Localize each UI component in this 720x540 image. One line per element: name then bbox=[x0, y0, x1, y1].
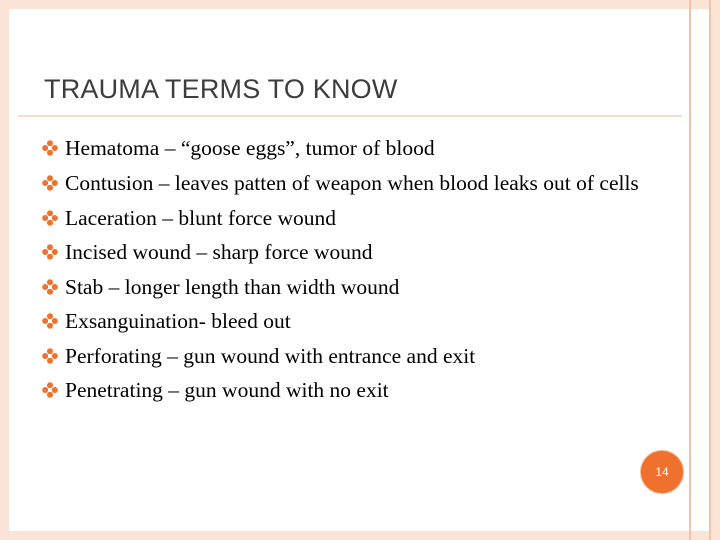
list-item-text: Exsanguination- bleed out bbox=[65, 309, 291, 333]
slide-title: TRAUMA TERMS TO KNOW bbox=[44, 74, 398, 104]
list-item-text: Contusion – leaves patten of weapon when blood leaks out of cells bbox=[65, 170, 639, 195]
list-item bbox=[42, 166, 642, 201]
flower-bullet-icon bbox=[42, 140, 58, 156]
flower-bullet-icon bbox=[42, 210, 58, 226]
list-item-text: Penetrating – gun wound with no exit bbox=[65, 378, 389, 402]
list-item bbox=[42, 270, 642, 305]
flower-bullet-icon bbox=[42, 175, 58, 191]
list-item-text: Stab – longer length than width wound bbox=[65, 274, 400, 299]
list-item bbox=[42, 304, 642, 339]
flower-bullet-icon bbox=[42, 244, 58, 260]
flower-bullet-icon bbox=[42, 382, 58, 398]
page-number-badge: 14 bbox=[641, 451, 683, 493]
list-item bbox=[42, 235, 642, 270]
list-item bbox=[42, 201, 642, 236]
list-item bbox=[42, 131, 642, 166]
list-item-text: Incised wound – sharp force wound bbox=[65, 240, 373, 264]
list-item-text: Perforating – gun wound with entrance and exit bbox=[65, 343, 476, 368]
list-item-text: Laceration – blunt force wound bbox=[65, 205, 337, 230]
bullet-list bbox=[42, 131, 642, 408]
list-item bbox=[42, 373, 642, 408]
flower-bullet-icon bbox=[42, 279, 58, 295]
list-item-text: Hematoma – “goose eggs”, tumor of blood bbox=[65, 136, 435, 160]
title-divider bbox=[18, 115, 682, 117]
flower-bullet-icon bbox=[42, 313, 58, 329]
list-item bbox=[42, 339, 642, 374]
decorative-right-rail bbox=[689, 0, 711, 540]
flower-bullet-icon bbox=[42, 348, 58, 364]
